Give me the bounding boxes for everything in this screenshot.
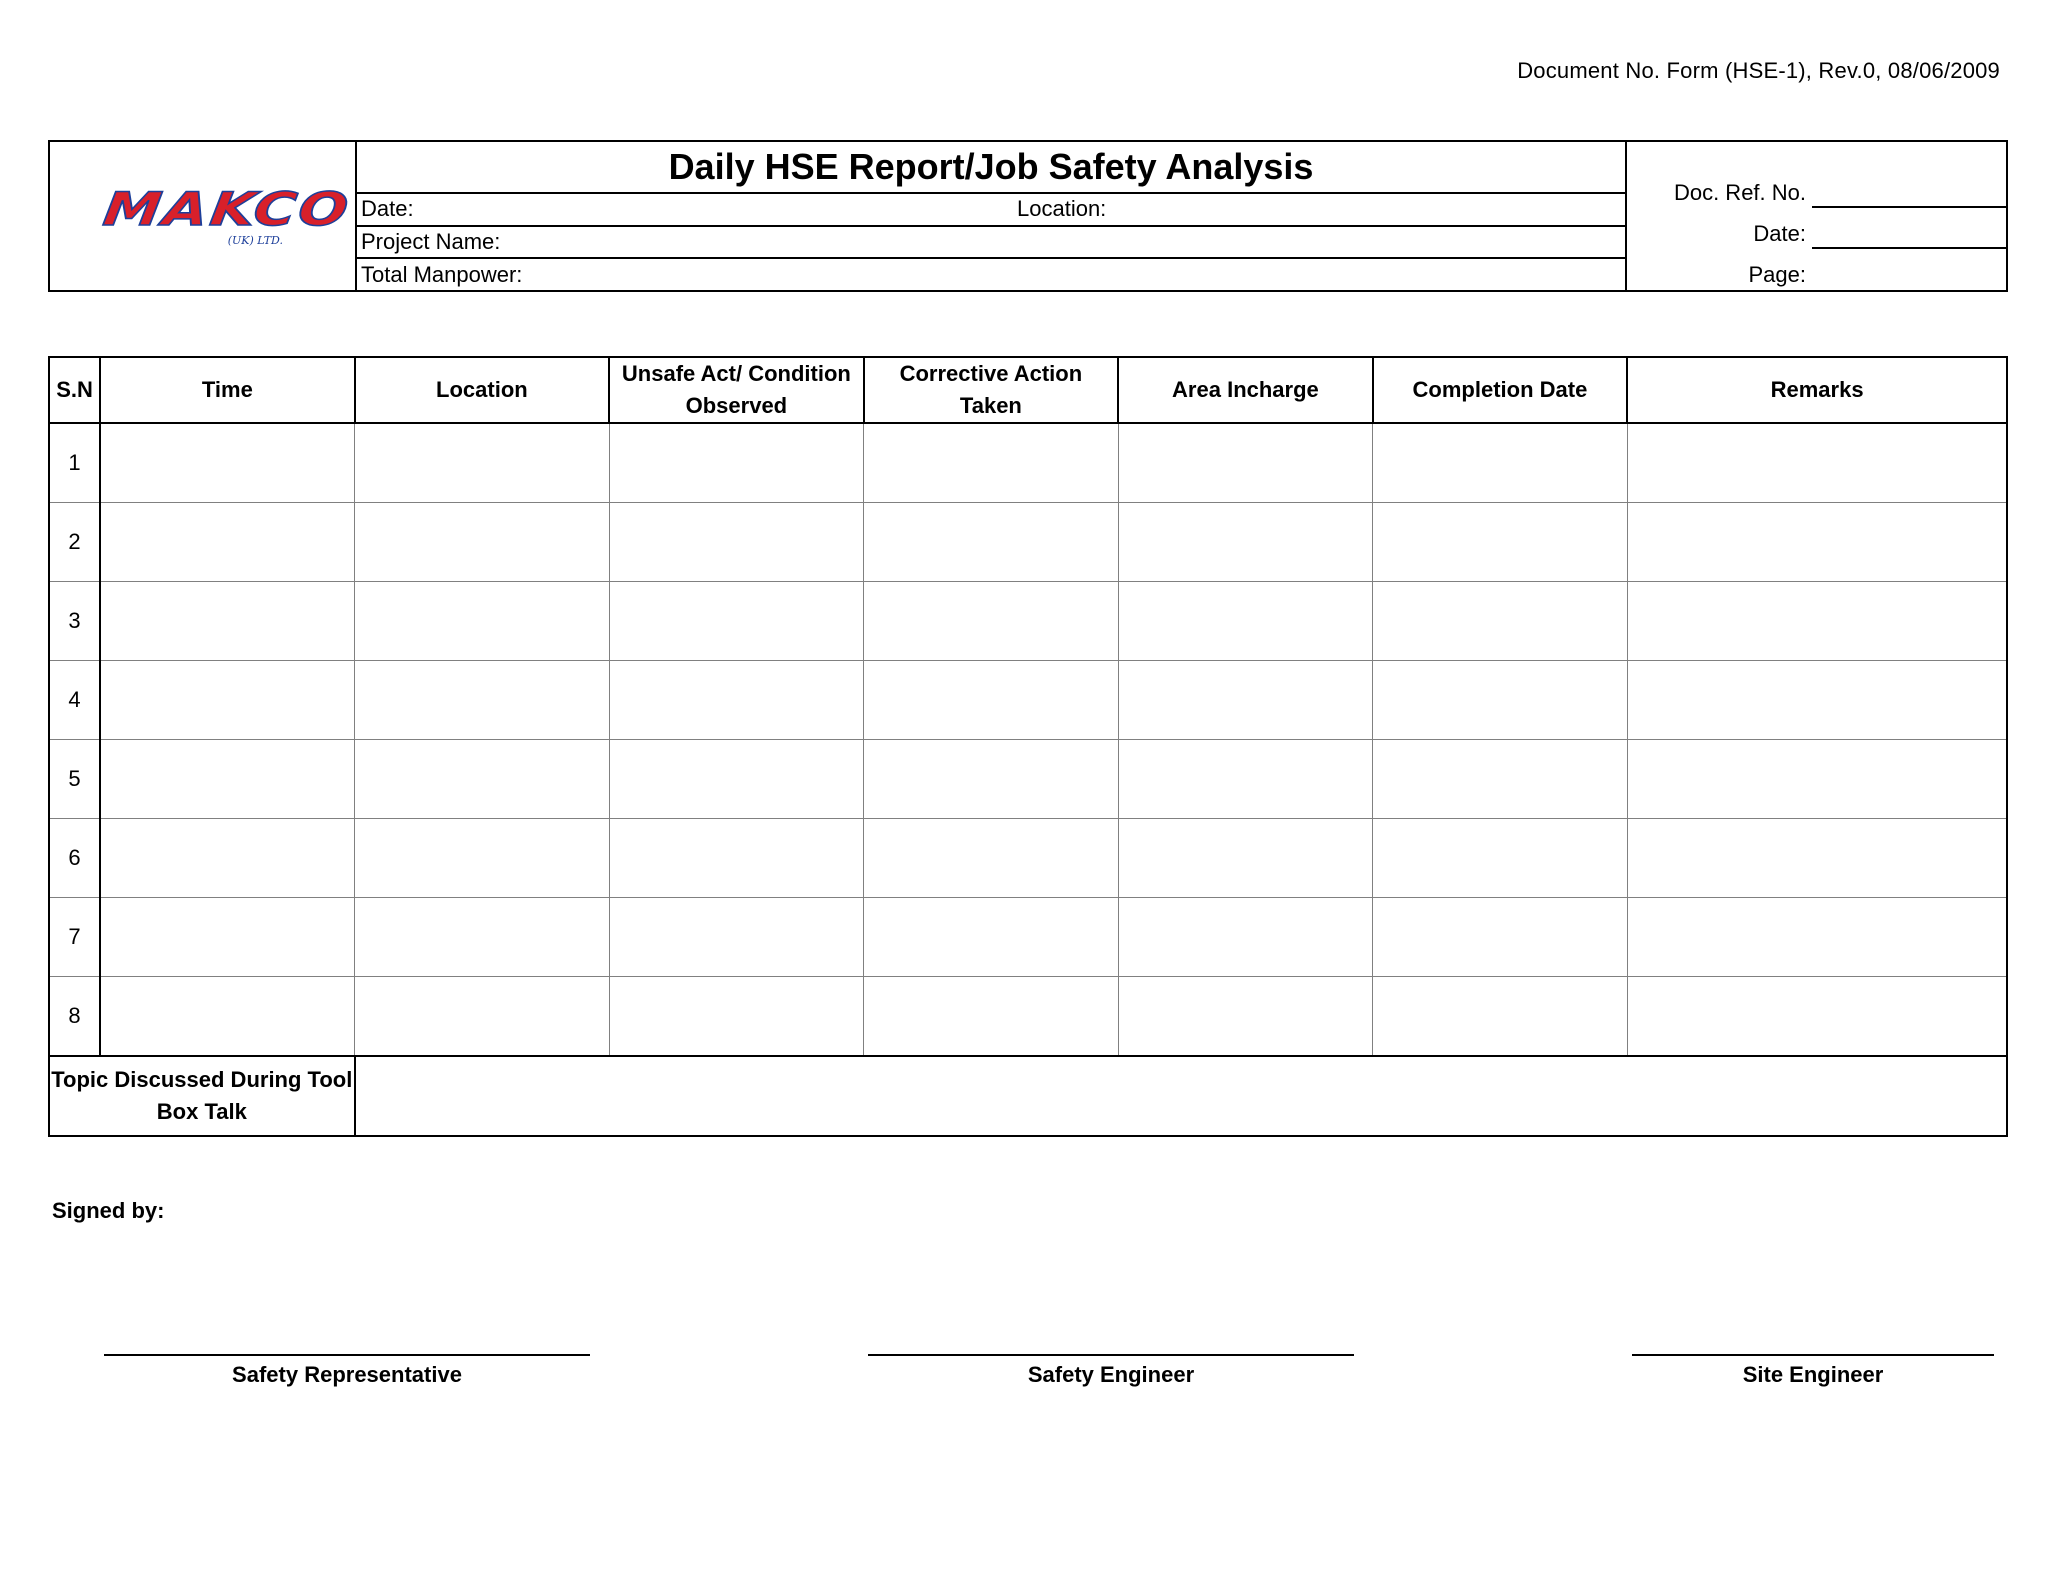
corrective-action-cell[interactable] <box>864 661 1119 740</box>
project-name-label: Project Name: <box>361 229 501 254</box>
remarks-cell[interactable] <box>1627 898 2007 977</box>
area-incharge-cell[interactable] <box>1118 582 1373 661</box>
remarks-cell[interactable] <box>1627 503 2007 582</box>
col-header-corrective-action: Corrective Action Taken <box>864 357 1119 423</box>
table-row <box>49 582 2007 661</box>
area-incharge-cell[interactable] <box>1118 819 1373 898</box>
table-row <box>49 740 2007 819</box>
date-location-row[interactable] <box>357 194 1625 227</box>
table-row <box>49 661 2007 740</box>
signature-safety-engineer[interactable] <box>868 1354 1354 1388</box>
time-cell[interactable] <box>100 661 355 740</box>
row-number: 3 <box>49 582 100 661</box>
page-row[interactable] <box>1627 249 2006 290</box>
ref-date-row[interactable] <box>1627 208 2006 249</box>
row-number: 1 <box>49 423 100 503</box>
unsafe-act-cell[interactable] <box>609 582 864 661</box>
remarks-cell[interactable] <box>1627 661 2007 740</box>
row-number: 4 <box>49 661 100 740</box>
signature-line[interactable] <box>104 1354 590 1356</box>
area-incharge-cell[interactable] <box>1118 977 1373 1057</box>
doc-ref-field[interactable] <box>1812 142 2006 208</box>
corrective-action-cell[interactable] <box>864 740 1119 819</box>
unsafe-act-cell[interactable] <box>609 503 864 582</box>
corrective-action-cell[interactable] <box>864 819 1119 898</box>
time-cell[interactable] <box>100 503 355 582</box>
corrective-action-cell[interactable] <box>864 503 1119 582</box>
col-header-completion-date: Completion Date <box>1373 357 1628 423</box>
reference-block <box>1627 142 2006 290</box>
signature-title: Safety Engineer <box>1027 1362 1195 1387</box>
page-label: Page: <box>1748 262 1806 287</box>
remarks-cell[interactable] <box>1627 423 2007 503</box>
location-cell[interactable] <box>355 661 610 740</box>
toolbox-talk-label: Topic Discussed During Tool Box Talk <box>49 1056 355 1136</box>
area-incharge-cell[interactable] <box>1118 661 1373 740</box>
unsafe-act-cell[interactable] <box>609 423 864 503</box>
report-header <box>48 140 2008 292</box>
location-cell[interactable] <box>355 898 610 977</box>
time-cell[interactable] <box>100 423 355 503</box>
signature-safety-representative[interactable] <box>104 1354 590 1388</box>
location-cell[interactable] <box>355 582 610 661</box>
ref-date-label: Date: <box>1753 220 1806 246</box>
table-row <box>49 819 2007 898</box>
location-cell[interactable] <box>355 819 610 898</box>
location-label: Location: <box>1017 196 1107 222</box>
total-manpower-row[interactable] <box>357 259 1625 290</box>
signature-line[interactable] <box>1632 1354 1994 1356</box>
col-header-location: Location <box>355 357 610 423</box>
hse-table <box>48 356 2008 1137</box>
time-cell[interactable] <box>100 819 355 898</box>
corrective-action-cell[interactable] <box>864 582 1119 661</box>
completion-date-cell[interactable] <box>1373 503 1628 582</box>
col-header-time: Time <box>100 357 355 423</box>
row-number: 7 <box>49 898 100 977</box>
time-cell[interactable] <box>100 740 355 819</box>
row-number: 8 <box>49 977 100 1057</box>
location-cell[interactable] <box>355 423 610 503</box>
toolbox-talk-row <box>49 1056 2007 1136</box>
table-row <box>49 898 2007 977</box>
header-main <box>357 142 1627 290</box>
completion-date-cell[interactable] <box>1373 582 1628 661</box>
completion-date-cell[interactable] <box>1373 977 1628 1057</box>
location-cell[interactable] <box>355 503 610 582</box>
time-cell[interactable] <box>100 898 355 977</box>
area-incharge-cell[interactable] <box>1118 740 1373 819</box>
project-name-row[interactable] <box>357 227 1625 260</box>
completion-date-cell[interactable] <box>1373 740 1628 819</box>
row-number: 6 <box>49 819 100 898</box>
unsafe-act-cell[interactable] <box>609 819 864 898</box>
corrective-action-cell[interactable] <box>864 898 1119 977</box>
col-header-unsafe-act: Unsafe Act/ Condition Observed <box>609 357 864 423</box>
remarks-cell[interactable] <box>1627 819 2007 898</box>
row-number: 2 <box>49 503 100 582</box>
company-logo <box>100 181 355 247</box>
col-header-remarks: Remarks <box>1627 357 2007 423</box>
time-cell[interactable] <box>100 977 355 1057</box>
location-cell[interactable] <box>355 740 610 819</box>
logo-subtitle: (UK) LTD. <box>227 233 283 247</box>
area-incharge-cell[interactable] <box>1118 423 1373 503</box>
toolbox-talk-field[interactable] <box>355 1056 2007 1136</box>
signature-site-engineer[interactable] <box>1632 1354 1994 1388</box>
corrective-action-cell[interactable] <box>864 977 1119 1057</box>
doc-ref-row[interactable] <box>1627 142 2006 208</box>
table-row <box>49 503 2007 582</box>
remarks-cell[interactable] <box>1627 582 2007 661</box>
document-number: Document No. Form (HSE-1), Rev.0, 08/06/2009 <box>1517 58 2000 83</box>
doc-ref-label: Doc. Ref. No. <box>1673 179 1806 205</box>
table-row <box>49 423 2007 503</box>
signature-line[interactable] <box>868 1354 1354 1356</box>
completion-date-cell[interactable] <box>1373 898 1628 977</box>
date-label: Date: <box>361 196 414 222</box>
remarks-cell[interactable] <box>1627 740 2007 819</box>
logo-wordmark: MAKCO <box>100 181 355 236</box>
completion-date-cell[interactable] <box>1373 661 1628 740</box>
table-row <box>49 977 2007 1057</box>
col-header-area-incharge: Area Incharge <box>1118 357 1373 423</box>
unsafe-act-cell[interactable] <box>609 661 864 740</box>
location-cell[interactable] <box>355 977 610 1057</box>
col-header-sn: S.N <box>49 357 100 423</box>
total-manpower-label: Total Manpower: <box>361 261 523 287</box>
unsafe-act-cell[interactable] <box>609 977 864 1057</box>
signature-title: Safety Representative <box>232 1362 462 1387</box>
report-title: Daily HSE Report/Job Safety Analysis <box>357 142 1625 194</box>
ref-date-field[interactable] <box>1812 208 2006 249</box>
time-cell[interactable] <box>100 582 355 661</box>
area-incharge-cell[interactable] <box>1118 898 1373 977</box>
remarks-cell[interactable] <box>1627 977 2007 1057</box>
signed-by-label: Signed by: <box>52 1198 165 1223</box>
logo-cell <box>50 142 357 290</box>
completion-date-cell[interactable] <box>1373 423 1628 503</box>
corrective-action-cell[interactable] <box>864 423 1119 503</box>
unsafe-act-cell[interactable] <box>609 740 864 819</box>
row-number: 5 <box>49 740 100 819</box>
table-header-row <box>49 357 2007 423</box>
signature-title: Site Engineer <box>1742 1362 1884 1387</box>
unsafe-act-cell[interactable] <box>609 898 864 977</box>
completion-date-cell[interactable] <box>1373 819 1628 898</box>
page-field[interactable] <box>1812 249 2006 290</box>
area-incharge-cell[interactable] <box>1118 503 1373 582</box>
